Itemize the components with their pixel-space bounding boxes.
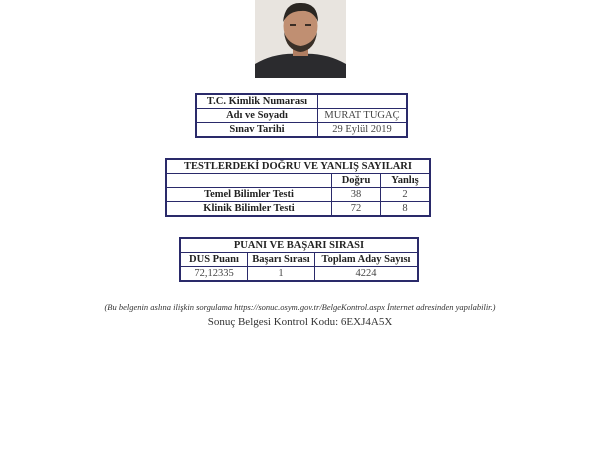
- test-name: Temel Bilimler Testi: [166, 188, 332, 202]
- name-row: [196, 109, 407, 123]
- score-value: 72,12335: [180, 267, 248, 282]
- score-table-title: PUANI VE BAŞARI SIRASI: [180, 238, 418, 253]
- wrong-count: 2: [381, 188, 431, 202]
- name-value: MURAT TUGAÇ: [318, 109, 408, 123]
- correct-count: 38: [332, 188, 381, 202]
- candidate-photo: [255, 0, 346, 78]
- correct-count: 72: [332, 202, 381, 217]
- id-number-label: T.C. Kimlik Numarası: [196, 94, 318, 109]
- score-header-row: [180, 253, 418, 267]
- table-row: [166, 188, 430, 202]
- id-number-row: [196, 94, 407, 109]
- score-table: [179, 237, 419, 282]
- person-photo-icon: [255, 0, 346, 78]
- exam-date-value: 29 Eylül 2019: [318, 123, 408, 138]
- wrong-count: 8: [381, 202, 431, 217]
- tests-header-row: [166, 174, 430, 188]
- tests-table-title: TESTLERDEKİ DOĞRU VE YANLIŞ SAYILARI: [166, 159, 430, 174]
- tests-header-empty: [166, 174, 332, 188]
- tests-table: [165, 158, 431, 217]
- correct-column-header: Doğru: [332, 174, 381, 188]
- exam-date-label: Sınav Tarihi: [196, 123, 318, 138]
- name-label: Adı ve Soyadı: [196, 109, 318, 123]
- id-number-value: [318, 94, 408, 109]
- wrong-column-header: Yanlış: [381, 174, 431, 188]
- table-row: [166, 202, 430, 217]
- exam-date-row: [196, 123, 407, 138]
- score-column-header: DUS Puanı: [180, 253, 248, 267]
- score-values-row: [180, 267, 418, 282]
- verification-note: (Bu belgenin aslına ilişkin sorgulama https://sonuc.osym.gov.tr/BelgeKontrol.aspx İnternet adresinden yapılabilir.): [104, 302, 496, 312]
- rank-value: 1: [248, 267, 315, 282]
- total-column-header: Toplam Aday Sayısı: [315, 253, 419, 267]
- rank-column-header: Başarı Sırası: [248, 253, 315, 267]
- identity-table: [195, 93, 408, 138]
- total-value: 4224: [315, 267, 419, 282]
- control-code: Sonuç Belgesi Kontrol Kodu: 6EXJ4A5X: [207, 316, 393, 328]
- test-name: Klinik Bilimler Testi: [166, 202, 332, 217]
